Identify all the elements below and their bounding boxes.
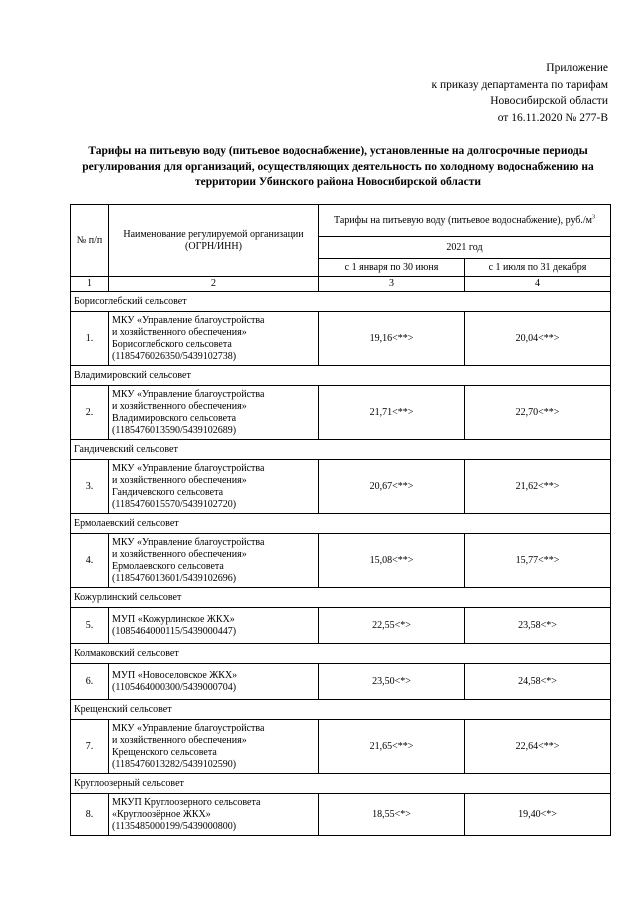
- organization-line: Борисоглебского сельсовета: [112, 338, 232, 350]
- organization-line: МКУ «Управление благоустройства: [112, 314, 265, 326]
- organization-name: [109, 720, 319, 774]
- row-number: 2.: [71, 386, 109, 440]
- table-row: [71, 460, 611, 514]
- tariffs-table: [70, 204, 611, 836]
- section-row: [71, 700, 611, 720]
- section-row: [71, 440, 611, 460]
- document-title: Тарифы на питьевую воду (питьевое водоснабжение), установленные на долгосрочные периоды регулирования для организаций, осуществляющих деятельность по холодному водоснабжению на территории Убинского района Новосибирской области: [82, 145, 594, 188]
- appendix-line: к приказу департамента по тарифам: [431, 78, 608, 91]
- tariff-h1: 23,50<*>: [319, 664, 465, 700]
- tariff-h2: 24,58<*>: [465, 664, 611, 700]
- organization-line: (1185476013282/5439102590): [112, 758, 237, 770]
- organization-line: Владимировского сельсовета: [112, 412, 237, 424]
- tariff-h1: 20,67<**>: [319, 460, 465, 514]
- organization-line: «Круглоозёрное ЖКХ»: [112, 808, 211, 820]
- table-row: [71, 534, 611, 588]
- organization-name: [109, 460, 319, 514]
- header-tariff-sup: 3: [592, 214, 596, 221]
- tariff-h2: 15,77<**>: [465, 534, 611, 588]
- tariff-h2: 23,58<*>: [465, 608, 611, 644]
- organization-name: [109, 312, 319, 366]
- table-row: [71, 664, 611, 700]
- section-row: [71, 292, 611, 312]
- organization-line: Гандичевского сельсовета: [112, 486, 224, 498]
- organization-line: Ермолаевского сельсовета: [112, 560, 224, 572]
- tariff-h2: 22,64<**>: [465, 720, 611, 774]
- appendix-date: от 16.11.2020 № 277-В: [497, 111, 608, 124]
- tariff-h1: 21,71<**>: [319, 386, 465, 440]
- table-row: [71, 386, 611, 440]
- appendix-line: Приложение: [546, 62, 608, 74]
- tariff-h2: 20,04<**>: [465, 312, 611, 366]
- section-name: Владимировский сельсовет: [71, 366, 611, 386]
- organization-line: Крещенского сельсовета: [112, 746, 217, 758]
- organization-line: и хозяйственного обеспечения»: [112, 474, 247, 486]
- tariff-h1: 18,55<*>: [319, 794, 465, 836]
- organization-name: [109, 664, 319, 700]
- section-name: Крещенский сельсовет: [71, 700, 611, 720]
- section-name: Ермолаевский сельсовет: [71, 514, 611, 534]
- section-name: Кожурлинский сельсовет: [71, 588, 611, 608]
- organization-line: (1135485000199/5439000800): [112, 820, 237, 832]
- column-number: 2: [109, 277, 319, 292]
- row-number: 5.: [71, 608, 109, 644]
- section-row: [71, 588, 611, 608]
- column-numbers-row: [71, 277, 611, 292]
- appendix-line: Новосибирской области: [490, 95, 608, 107]
- header-num: № п/п: [71, 205, 109, 277]
- header-tariff-text: Тарифы на питьевую воду (питьевое водоснабжение), руб./м: [333, 214, 593, 226]
- organization-line: МУП «Новоселовское ЖКХ»: [112, 669, 238, 681]
- appendix-block: [431, 60, 608, 126]
- row-number: 1.: [71, 312, 109, 366]
- organization-line: МКУ «Управление благоустройства: [112, 722, 265, 734]
- row-number: 3.: [71, 460, 109, 514]
- section-name: Гандичевский сельсовет: [71, 440, 611, 460]
- organization-line: (1185476013590/5439102689): [112, 424, 237, 436]
- organization-line: МУП «Кожурлинское ЖКХ»: [112, 613, 235, 625]
- organization-name: [109, 534, 319, 588]
- organization-name: [109, 386, 319, 440]
- header-tariff: [319, 205, 611, 237]
- section-row: [71, 774, 611, 794]
- organization-name: [109, 608, 319, 644]
- tariff-h1: 21,65<**>: [319, 720, 465, 774]
- organization-line: (1105464000300/5439000704): [112, 681, 237, 693]
- organization-line: МКУ «Управление благоустройства: [112, 388, 265, 400]
- section-name: Круглоозерный сельсовет: [71, 774, 611, 794]
- organization-line: и хозяйственного обеспечения»: [112, 326, 247, 338]
- tariff-h2: 19,40<*>: [465, 794, 611, 836]
- section-row: [71, 366, 611, 386]
- row-number: 4.: [71, 534, 109, 588]
- organization-line: (1185476015570/5439102720): [112, 498, 237, 510]
- tariff-h2: 22,70<**>: [465, 386, 611, 440]
- organization-line: (1085464000115/5439000447): [112, 625, 237, 637]
- row-number: 8.: [71, 794, 109, 836]
- header-org: Наименование регулируемой организации (ОГРН/ИНН): [109, 205, 319, 277]
- organization-line: МКУП Круглоозерного сельсовета: [112, 796, 261, 808]
- tariff-h2: 21,62<**>: [465, 460, 611, 514]
- tariff-h1: 22,55<*>: [319, 608, 465, 644]
- section-name: Колмаковский сельсовет: [71, 644, 611, 664]
- section-row: [71, 644, 611, 664]
- header-period-1: с 1 января по 30 июня: [319, 259, 465, 277]
- header-year: 2021 год: [319, 237, 611, 259]
- organization-line: МКУ «Управление благоустройства: [112, 536, 265, 548]
- section-name: Борисоглебский сельсовет: [71, 292, 611, 312]
- organization-name: [109, 794, 319, 836]
- tariff-h1: 19,16<**>: [319, 312, 465, 366]
- organization-line: (1185476013601/5439102696): [112, 572, 237, 584]
- organization-line: и хозяйственного обеспечения»: [112, 734, 247, 746]
- organization-line: МКУ «Управление благоустройства: [112, 462, 265, 474]
- header-period-2: с 1 июля по 31 декабря: [465, 259, 611, 277]
- organization-line: (1185476026350/5439102738): [112, 350, 237, 362]
- table-row: [71, 312, 611, 366]
- table-row: [71, 720, 611, 774]
- section-row: [71, 514, 611, 534]
- table-row: [71, 608, 611, 644]
- organization-line: и хозяйственного обеспечения»: [112, 400, 247, 412]
- organization-line: и хозяйственного обеспечения»: [112, 548, 247, 560]
- column-number: 4: [465, 277, 611, 292]
- column-number: 3: [319, 277, 465, 292]
- table-row: [71, 794, 611, 836]
- row-number: 6.: [71, 664, 109, 700]
- column-number: 1: [71, 277, 109, 292]
- tariff-h1: 15,08<**>: [319, 534, 465, 588]
- row-number: 7.: [71, 720, 109, 774]
